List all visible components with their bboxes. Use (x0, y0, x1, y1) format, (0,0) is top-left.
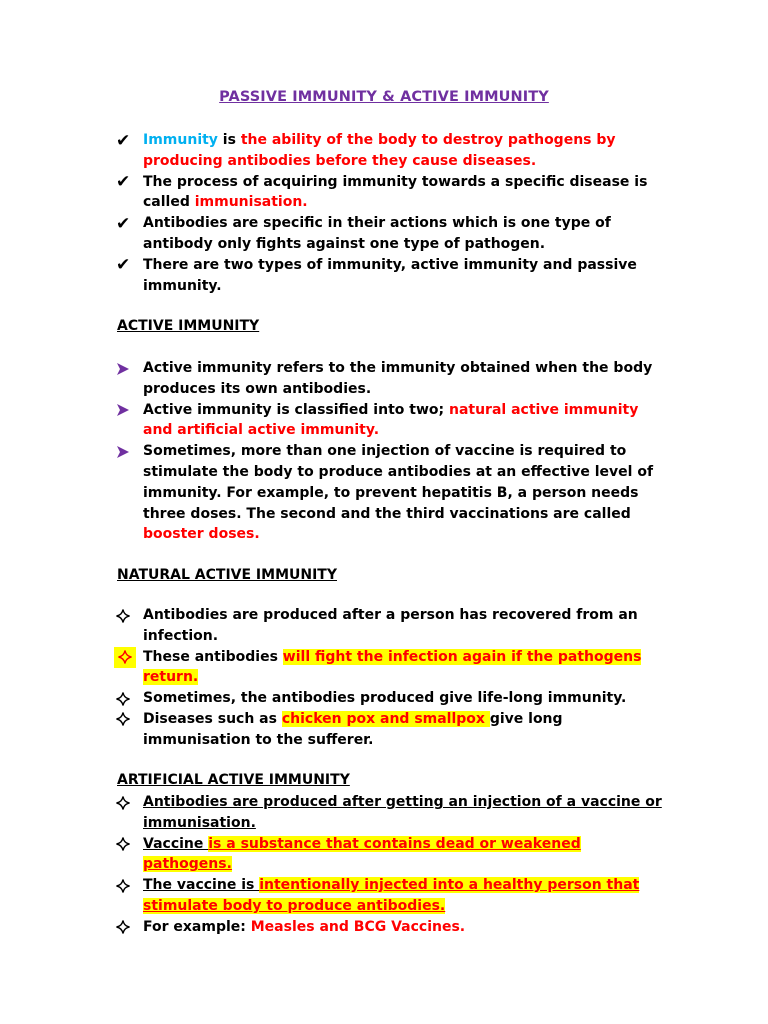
check-mark-icon: ✔ (116, 172, 131, 193)
four-point-star-icon (116, 917, 134, 938)
artificial-active-immunity-list (0, 792, 768, 938)
list-item: Sometimes, more than one injection of vaccine is required to stimulate the body to produce antibodies at an effective level of immunity. For example, to prevent hepatitis B, a person needs three doses. The second and the third vaccinations are called booster doses. (0, 441, 768, 545)
list-item: Antibodies are produced after a person has recovered from an infection. (0, 605, 768, 647)
active-immunity-list (0, 358, 768, 545)
list-item: ✔ Immunity is the ability of the body to destroy pathogens by producing antibodies before they cause diseases. (116, 130, 616, 169)
check-mark-icon: ✔ (116, 255, 131, 276)
four-point-star-icon (116, 792, 134, 813)
check-mark-icon: ✔ (116, 130, 131, 151)
list-item: Sometimes, the antibodies produced give life-long immunity. (0, 688, 768, 709)
list-item: Active immunity refers to the immunity obtained when the body produces its own antibodies. (0, 358, 768, 400)
four-point-star-icon (116, 875, 134, 896)
four-point-star-icon (116, 709, 134, 730)
list-item: ✔ There are two types of immunity, active immunity and passive immunity. (116, 255, 637, 294)
four-point-star-icon (116, 688, 134, 709)
purple-arrowhead-icon (116, 400, 134, 421)
section-heading-artificial-active-immunity: ARTIFICIAL ACTIVE IMMUNITY (117, 772, 350, 788)
list-item: Antibodies are produced after getting an injection of a vaccine or immunisation. (0, 792, 768, 834)
check-mark-icon: ✔ (116, 213, 131, 234)
four-point-star-icon (116, 605, 134, 626)
list-item: The vaccine is intentionally injected into a healthy person that stimulate body to produce antibodies. (0, 875, 768, 917)
purple-arrowhead-icon (116, 358, 134, 379)
list-item: These antibodies will fight the infection again if the pathogens return. (0, 647, 768, 689)
natural-active-immunity-list (0, 605, 768, 751)
four-point-star-icon (116, 834, 134, 855)
four-point-star-icon (114, 647, 136, 668)
list-item: Vaccine is a substance that contains dead or weakened pathogens. (0, 834, 768, 876)
section-heading-active-immunity: ACTIVE IMMUNITY (117, 318, 260, 334)
purple-arrowhead-icon (116, 441, 134, 462)
intro-list (0, 130, 768, 296)
list-item: ✔ The process of acquiring immunity towards a specific disease is called immunisation. (116, 172, 648, 211)
list-item: Diseases such as chicken pox and smallpox give long immunisation to the sufferer. (0, 709, 768, 751)
section-heading-natural-active-immunity: NATURAL ACTIVE IMMUNITY (117, 567, 337, 583)
page-title: PASSIVE IMMUNITY & ACTIVE IMMUNITY (219, 89, 549, 105)
list-item: For example: Measles and BCG Vaccines. (0, 917, 768, 938)
list-item: ✔ Antibodies are specific in their actions which is one type of antibody only fights against one type of pathogen. (116, 213, 611, 252)
list-item: Active immunity is classified into two; natural active immunity and artificial active immunity. (0, 400, 768, 442)
